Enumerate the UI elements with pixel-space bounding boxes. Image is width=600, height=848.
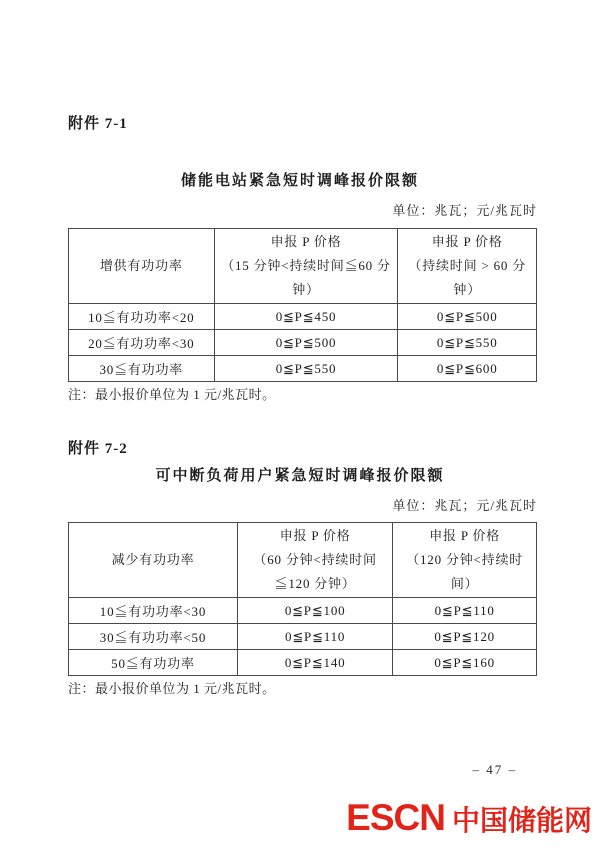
table1-row2-price-long: 0≦P≦550 — [398, 330, 537, 356]
attachment-label-7-1: 附件 7-1 — [68, 116, 128, 132]
table-row — [69, 598, 537, 624]
table1-header-power: 增供有功功率 — [69, 229, 215, 304]
table2-header-price-over120min-line2: （120 分钟<持续时间） — [406, 552, 524, 591]
table2-header-price-over120min-line1: 申报 P 价格 — [429, 528, 501, 543]
table2-unit-label: 单位：兆瓦；元/兆瓦时 — [392, 498, 537, 513]
table2-note: 注：最小报价单位为 1 元/兆瓦时。 — [68, 681, 276, 696]
table1-header-price-60min — [214, 229, 398, 304]
table1-header-row — [69, 229, 537, 304]
table2-row3-price-short: 0≦P≦140 — [237, 650, 392, 676]
table1-header-price-over60min — [398, 229, 537, 304]
table2-row2-price-short: 0≦P≦110 — [237, 624, 392, 650]
table2-row1-price-long: 0≦P≦110 — [393, 598, 537, 624]
table1-unit-label: 单位：兆瓦；元/兆瓦时 — [392, 203, 537, 218]
table1-header-price-over60min-line2: （持续时间 > 60 分钟） — [408, 258, 527, 297]
table1-row2-power-range: 20≦有功功率<30 — [69, 330, 215, 356]
table2-header-power: 减少有功功率 — [69, 523, 238, 598]
escn-logo — [346, 797, 592, 839]
table2-header-price-120min-line1: 申报 P 价格 — [279, 528, 351, 543]
table1-row1-power-range: 10≦有功功率<20 — [69, 304, 215, 330]
table-row — [69, 304, 537, 330]
table2-row2-power-range: 30≦有功功率<50 — [69, 624, 238, 650]
table-row — [69, 650, 537, 676]
table2-title: 可中断负荷用户紧急短时调峰报价限额 — [155, 468, 445, 484]
table2-row1-price-short: 0≦P≦100 — [237, 598, 392, 624]
page-number: – 47 – — [472, 762, 517, 777]
table1-row1-price-long: 0≦P≦500 — [398, 304, 537, 330]
table1-title: 储能电站紧急短时调峰报价限额 — [180, 173, 419, 189]
table1-storage-station-price-limits — [68, 228, 537, 382]
table1-row3-price-long: 0≦P≦600 — [398, 356, 537, 382]
table2-header-price-over120min — [393, 523, 537, 598]
table1-header-price-60min-line2: （15 分钟<持续时间≦60 分钟） — [221, 258, 391, 297]
table1-row2-price-short: 0≦P≦500 — [214, 330, 398, 356]
table1-row3-price-short: 0≦P≦550 — [214, 356, 398, 382]
table-row — [69, 356, 537, 382]
table2-header-row — [69, 523, 537, 598]
escn-logo-chinese-text: 中国储能网 — [451, 805, 592, 836]
table2-interruptible-load-price-limits — [68, 522, 537, 676]
escn-logo-latin-text: ESCN — [346, 797, 445, 838]
table2-header-price-120min-line2: （60 分钟<持续时间≦120 分钟） — [253, 552, 377, 591]
table1-row3-power-range: 30≦有功功率 — [69, 356, 215, 382]
table1-note: 注：最小报价单位为 1 元/兆瓦时。 — [68, 387, 276, 402]
table2-header-price-120min — [237, 523, 392, 598]
table1-row1-price-short: 0≦P≦450 — [214, 304, 398, 330]
table2-row2-price-long: 0≦P≦120 — [393, 624, 537, 650]
table2-row3-power-range: 50≦有功功率 — [69, 650, 238, 676]
table-row — [69, 330, 537, 356]
table2-row1-power-range: 10≦有功功率<30 — [69, 598, 238, 624]
table1-header-price-60min-line1: 申报 P 价格 — [270, 234, 342, 249]
table1-header-price-over60min-line1: 申报 P 价格 — [431, 234, 503, 249]
table2-row3-price-long: 0≦P≦160 — [393, 650, 537, 676]
table-row — [69, 624, 537, 650]
attachment-label-7-2: 附件 7-2 — [68, 441, 128, 457]
